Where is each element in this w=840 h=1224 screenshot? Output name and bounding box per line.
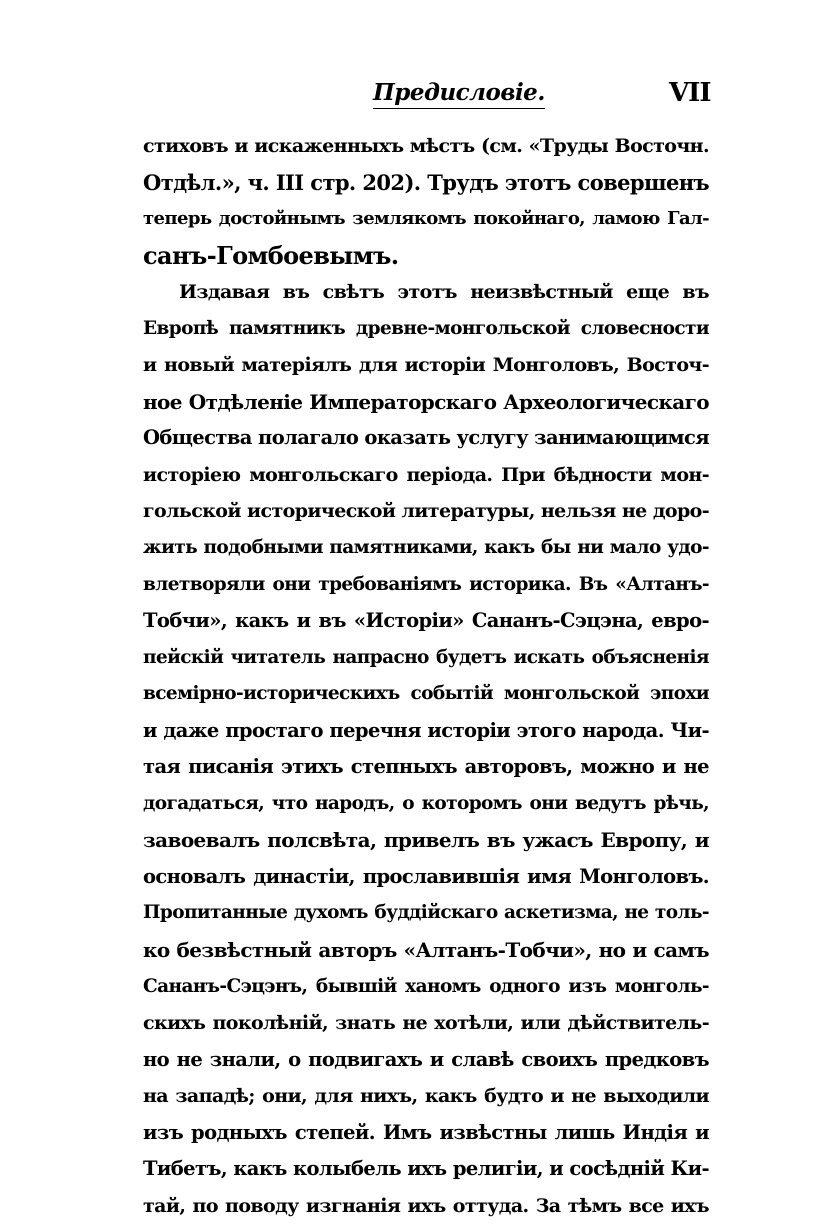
text-line: скихъ поколѣній, знать не хотѣли, или дѣйствитель-: [143, 1012, 709, 1035]
text-line: стиховъ и искаженныхъ мѣстъ (см. «Труды Восточн.: [143, 135, 709, 157]
text-line: Сананъ-Сэцэнъ, бывшій ханомъ одного изъ монголь-: [143, 975, 709, 997]
text-line: завоевалъ полсвѣта, привелъ въ ужасъ Европу, и: [143, 828, 709, 853]
text-line: гольской исторической литературы, нельзя не доро-: [143, 500, 709, 523]
text-line: тай, по поводу изгнанія ихъ оттуда. За тѣмъ все ихъ: [143, 1194, 709, 1217]
text-line: но не знали, о подвигахъ и славѣ своихъ предковъ: [143, 1047, 709, 1071]
text-line: Тибетъ, какъ колыбель ихъ религіи, и сосѣдній Ки-: [143, 1157, 709, 1181]
text-line: догадаться, что народъ, о которомъ они ведутъ рѣчь,: [143, 792, 709, 814]
text-line: Издавая въ свѣтъ этотъ неизвѣстный еще въ: [179, 281, 709, 304]
text-line: Европѣ памятникъ древне-монгольской словесности: [143, 317, 709, 339]
text-line: и даже простаго перечня исторіи этого народа. Чи-: [143, 718, 709, 742]
text-line: тая писанія этихъ степныхъ авторовъ, можно и не: [143, 755, 709, 779]
text-line: пейскій читатель напрасно будетъ искать объясненія: [143, 646, 709, 668]
text-line: изъ родныхъ степей. Имъ извѣстны лишь Индія и: [143, 1120, 709, 1144]
page-number: VII: [669, 78, 711, 108]
text-line: Отдѣл.», ч. III стр. 202). Трудъ этотъ совершенъ: [143, 169, 709, 195]
text-line: Пропитанные духомъ буддійскаго аскетизма, не толь-: [143, 902, 709, 924]
text-line: влетворяли они требованіямъ историка. Въ «Алтанъ-: [143, 573, 709, 595]
text-line: на западѣ; они, для нихъ, какъ будто и не выходили: [143, 1085, 709, 1108]
text-line: и новый матеріялъ для исторіи Монголовъ, Восточ-: [143, 354, 709, 377]
text-line: жить подобными памятниками, какъ бы ни мало удо-: [143, 537, 709, 559]
text-line: санъ-Гомбоевымъ.: [143, 240, 399, 270]
text-line: всемірно-историческихъ событій монгольской эпохи: [143, 683, 709, 705]
text-line: исторіею монгольскаго періода. При бѣдности мон-: [143, 463, 709, 486]
text-line: Общества полагало оказать услугу занимающимся: [143, 426, 710, 450]
text-line: теперь достойнымъ землякомъ покойнаго, ламою Гал-: [143, 208, 709, 230]
body-text: [143, 128, 709, 1224]
running-title: Предисловіе.: [373, 78, 545, 109]
text-line: ко безвѣстный авторъ «Алтанъ-Тобчи», но и самъ: [143, 938, 709, 963]
text-line: Тобчи», какъ и въ «Исторіи» Сананъ-Сэцэна, евро-: [143, 609, 709, 633]
text-line: ное Отдѣленіе Императорскаго Археологическаго: [143, 389, 709, 414]
text-line: основалъ династіи, прославившія имя Монголовъ.: [143, 864, 709, 888]
